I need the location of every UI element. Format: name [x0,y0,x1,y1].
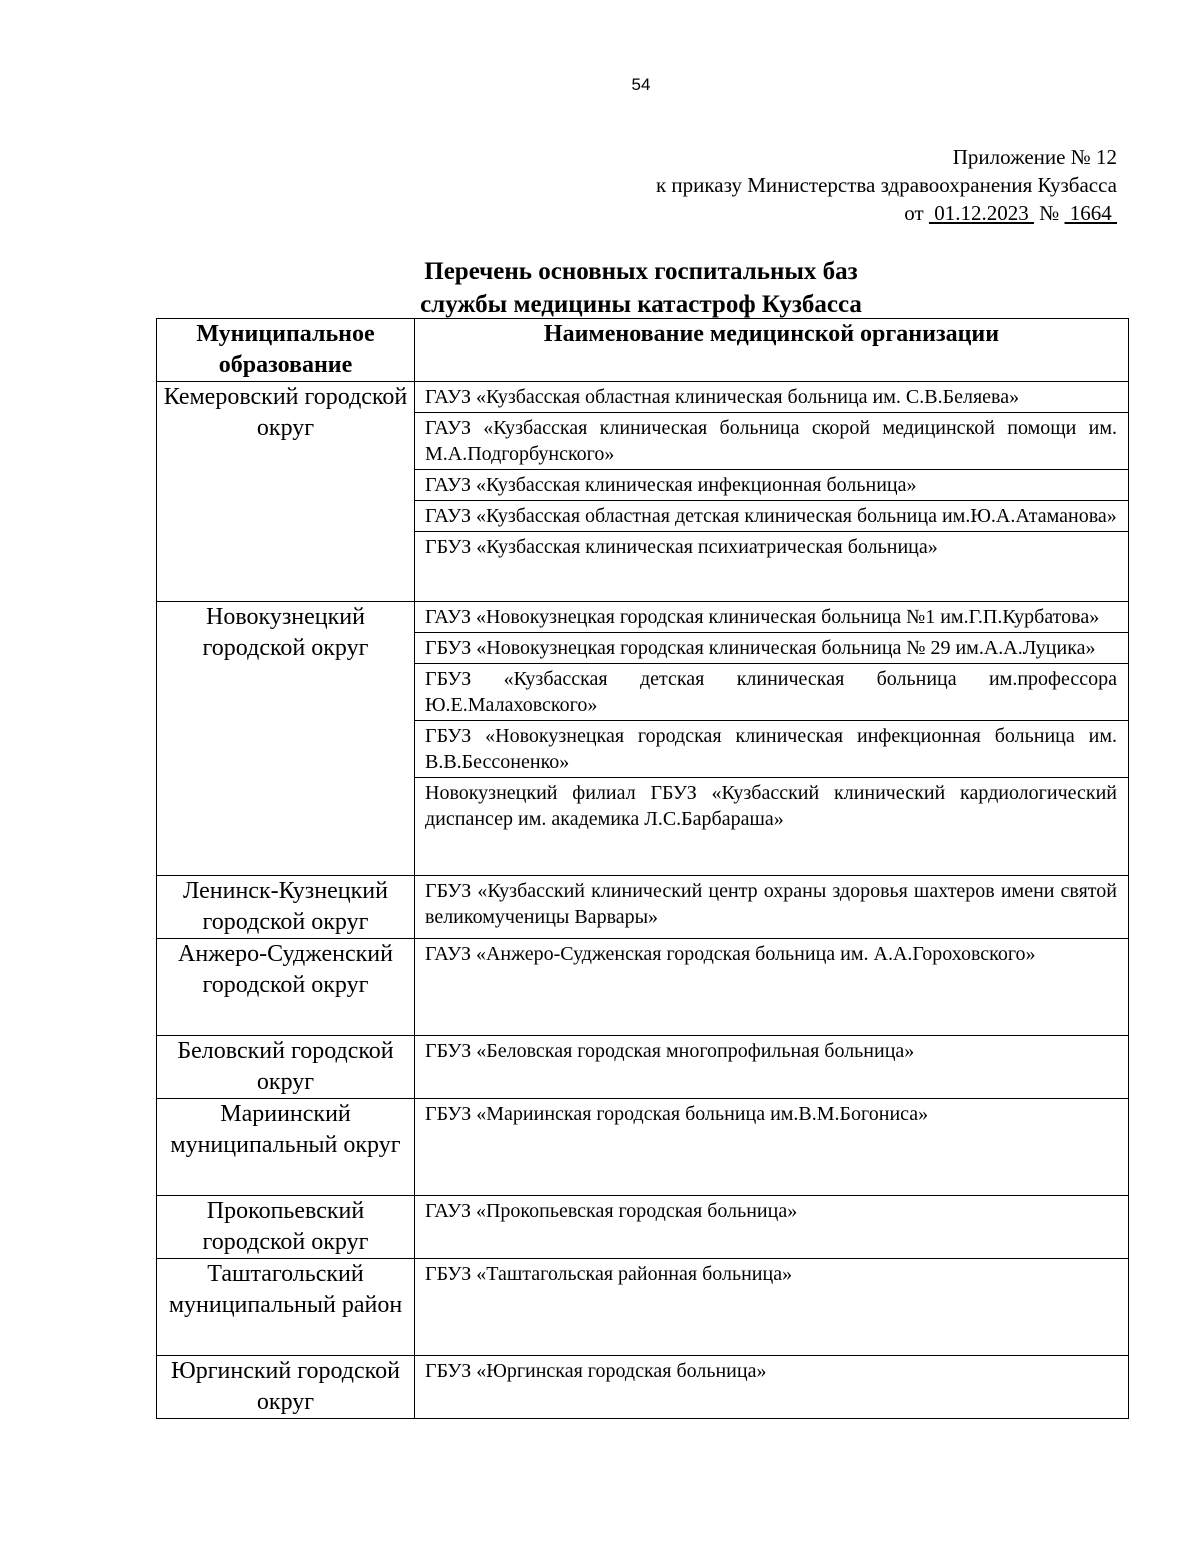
municipality-cell: Мариинский муниципальный округ [157,1099,415,1196]
organization-name: ГБУЗ «Беловская городская многопрофильная больница» [425,1040,915,1062]
appendix-header [417,143,1117,227]
table-row [157,1259,1129,1356]
municipality-cell: Новокузнецкий городской округ [157,602,415,876]
table-header-row [157,319,1129,382]
page-number: 54 [631,75,651,94]
organization-name: ГБУЗ «Юргинская городская больница» [425,1360,767,1382]
organization-name: ГБУЗ «Новокузнецкая городская клиническая больница № 29 им.А.А.Луцика» [415,633,1128,664]
number-prefix: № [1039,201,1060,225]
municipality-cell: Анжеро-Судженский городской округ [157,939,415,1036]
organization-name: ГБУЗ «Кузбасский клинический центр охраны здоровья шахтеров имени святой великомученицы Варвары» [425,880,1117,928]
organization-cell [415,602,1129,876]
table-row [157,1099,1129,1196]
municipality-cell: Юргинский городской округ [157,1356,415,1419]
organization-name: ГБУЗ «Таштагольская районная больница» [425,1263,793,1285]
organization-name: ГБУЗ «Кузбасская клиническая психиатрическая больница» [425,536,938,558]
appendix-line3 [417,199,1117,227]
organization-cell [415,1356,1129,1419]
organization-name: ГБУЗ «Мариинская городская больница им.В.М.Богониса» [425,1103,929,1125]
appendix-line2: к приказу Министерства здравоохранения Кузбасса [655,173,1117,197]
hospital-bases-table [156,318,1129,1419]
organization-name: ГАУЗ «Анжеро-Судженская городская больница им. А.А.Гороховского» [425,943,1036,965]
date-prefix: от [904,201,924,225]
table-row [157,602,1129,876]
table-row [157,876,1129,939]
table-row [157,382,1129,602]
table-body [157,382,1129,1419]
organization-name: ГАУЗ «Кузбасская клиническая инфекционная больница» [415,470,1128,501]
table-row [157,1036,1129,1099]
municipality-cell: Беловский городской округ [157,1036,415,1099]
table-row [157,939,1129,1036]
organization-cell [415,1259,1129,1356]
organization-name: ГБУЗ «Новокузнецкая городская клиническая инфекционная больница им. В.В.Бессоненко» [415,721,1128,778]
organization-name: ГБУЗ «Кузбасская детская клиническая больница им.профессора Ю.Е.Малаховского» [415,664,1128,721]
municipality-cell: Таштагольский муниципальный район [157,1259,415,1356]
header-municipality: Муниципальное образование [157,319,415,382]
organization-cell [415,1196,1129,1259]
organization-name: ГАУЗ «Кузбасская областная детская клиническая больница им.Ю.А.Атаманова» [415,501,1128,532]
order-date: 01.12.2023 [928,201,1034,225]
header-organization: Наименование медицинской организации [415,319,1129,382]
organization-cell [415,1036,1129,1099]
title-line2: службы медицины катастроф Кузбасса [420,291,862,318]
order-number: 1664 [1064,201,1117,225]
organization-cell [415,1099,1129,1196]
table-row [157,1196,1129,1259]
organization-cell [415,939,1129,1036]
municipality-cell: Прокопьевский городской округ [157,1196,415,1259]
appendix-line1: Приложение № 12 [952,145,1117,169]
title-line1: Перечень основных госпитальных баз [424,258,858,285]
organization-name: ГАУЗ «Кузбасская клиническая больница скорой медицинской помощи им. М.А.Подгорбунского» [415,413,1128,470]
document-title [0,255,1200,321]
municipality-cell: Ленинск-Кузнецкий городской округ [157,876,415,939]
municipality-cell: Кемеровский городской округ [157,382,415,602]
organization-cell [415,876,1129,939]
table-row [157,1356,1129,1419]
organization-name: ГАУЗ «Кузбасская областная клиническая больница им. С.В.Беляева» [415,382,1128,413]
organization-name: ГАУЗ «Новокузнецкая городская клиническая больница №1 им.Г.П.Курбатова» [415,602,1128,633]
organization-name: Новокузнецкий филиал ГБУЗ «Кузбасский клинический кардиологический диспансер им. академика Л.С.Барбараша» [425,782,1117,830]
organization-name: ГАУЗ «Прокопьевская городская больница» [425,1200,798,1222]
organization-cell [415,382,1129,602]
